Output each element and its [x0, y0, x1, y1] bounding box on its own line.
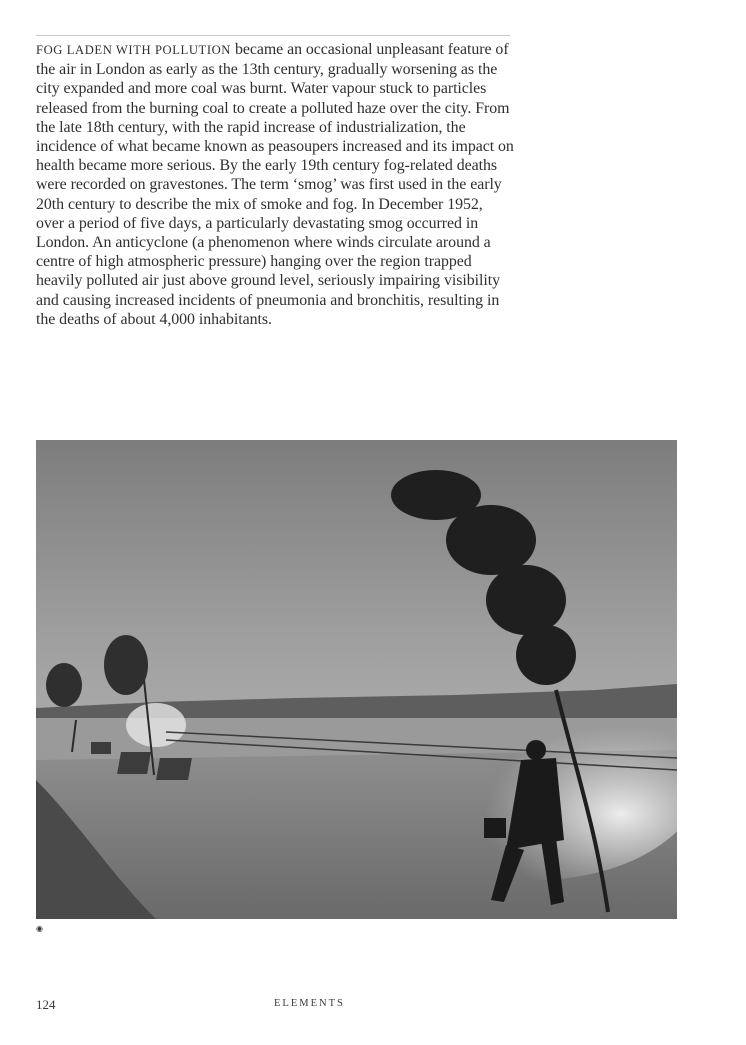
section-title: ELEMENTS: [274, 998, 345, 1009]
body-paragraph: [36, 40, 514, 329]
page-number: 124: [36, 997, 56, 1012]
lead-in: FOG LADEN WITH POLLUTION: [36, 43, 232, 57]
body-text: became an occasional unpleasant feature of the air in London as early as the 13th century, gradually worsening as the city expanded and more coal was burnt. Water vapour stuck to particles released from the burning coal to create a polluted haze over the city. From the late 18th century, with the rapid increase of industrialization, the incidence of what became known as peasoupers increased and its impact on health became more serious. By the early 19th century fog-related deaths were recorded on gravestones. The term ‘smog’ was first used in the early 20th century to describe the mix of smoke and fog. In December 1952, over a period of five days, a particularly devastating smog occurred in London. An anticyclone (a phenomenon where winds circulate around a centre of high atmospheric pressure) hanging over the region trapped heavily polluted air just above ground level, seriously impairing visibility and causing increased incidents of pneumonia and bronchitis, resulting in the deaths of about 4,000 inhabitants.: [36, 41, 514, 328]
photo-illustration: [36, 440, 677, 919]
storm-photograph: [36, 440, 677, 919]
photo-caption-marker: ◉: [36, 924, 43, 933]
top-rule: [36, 35, 510, 36]
